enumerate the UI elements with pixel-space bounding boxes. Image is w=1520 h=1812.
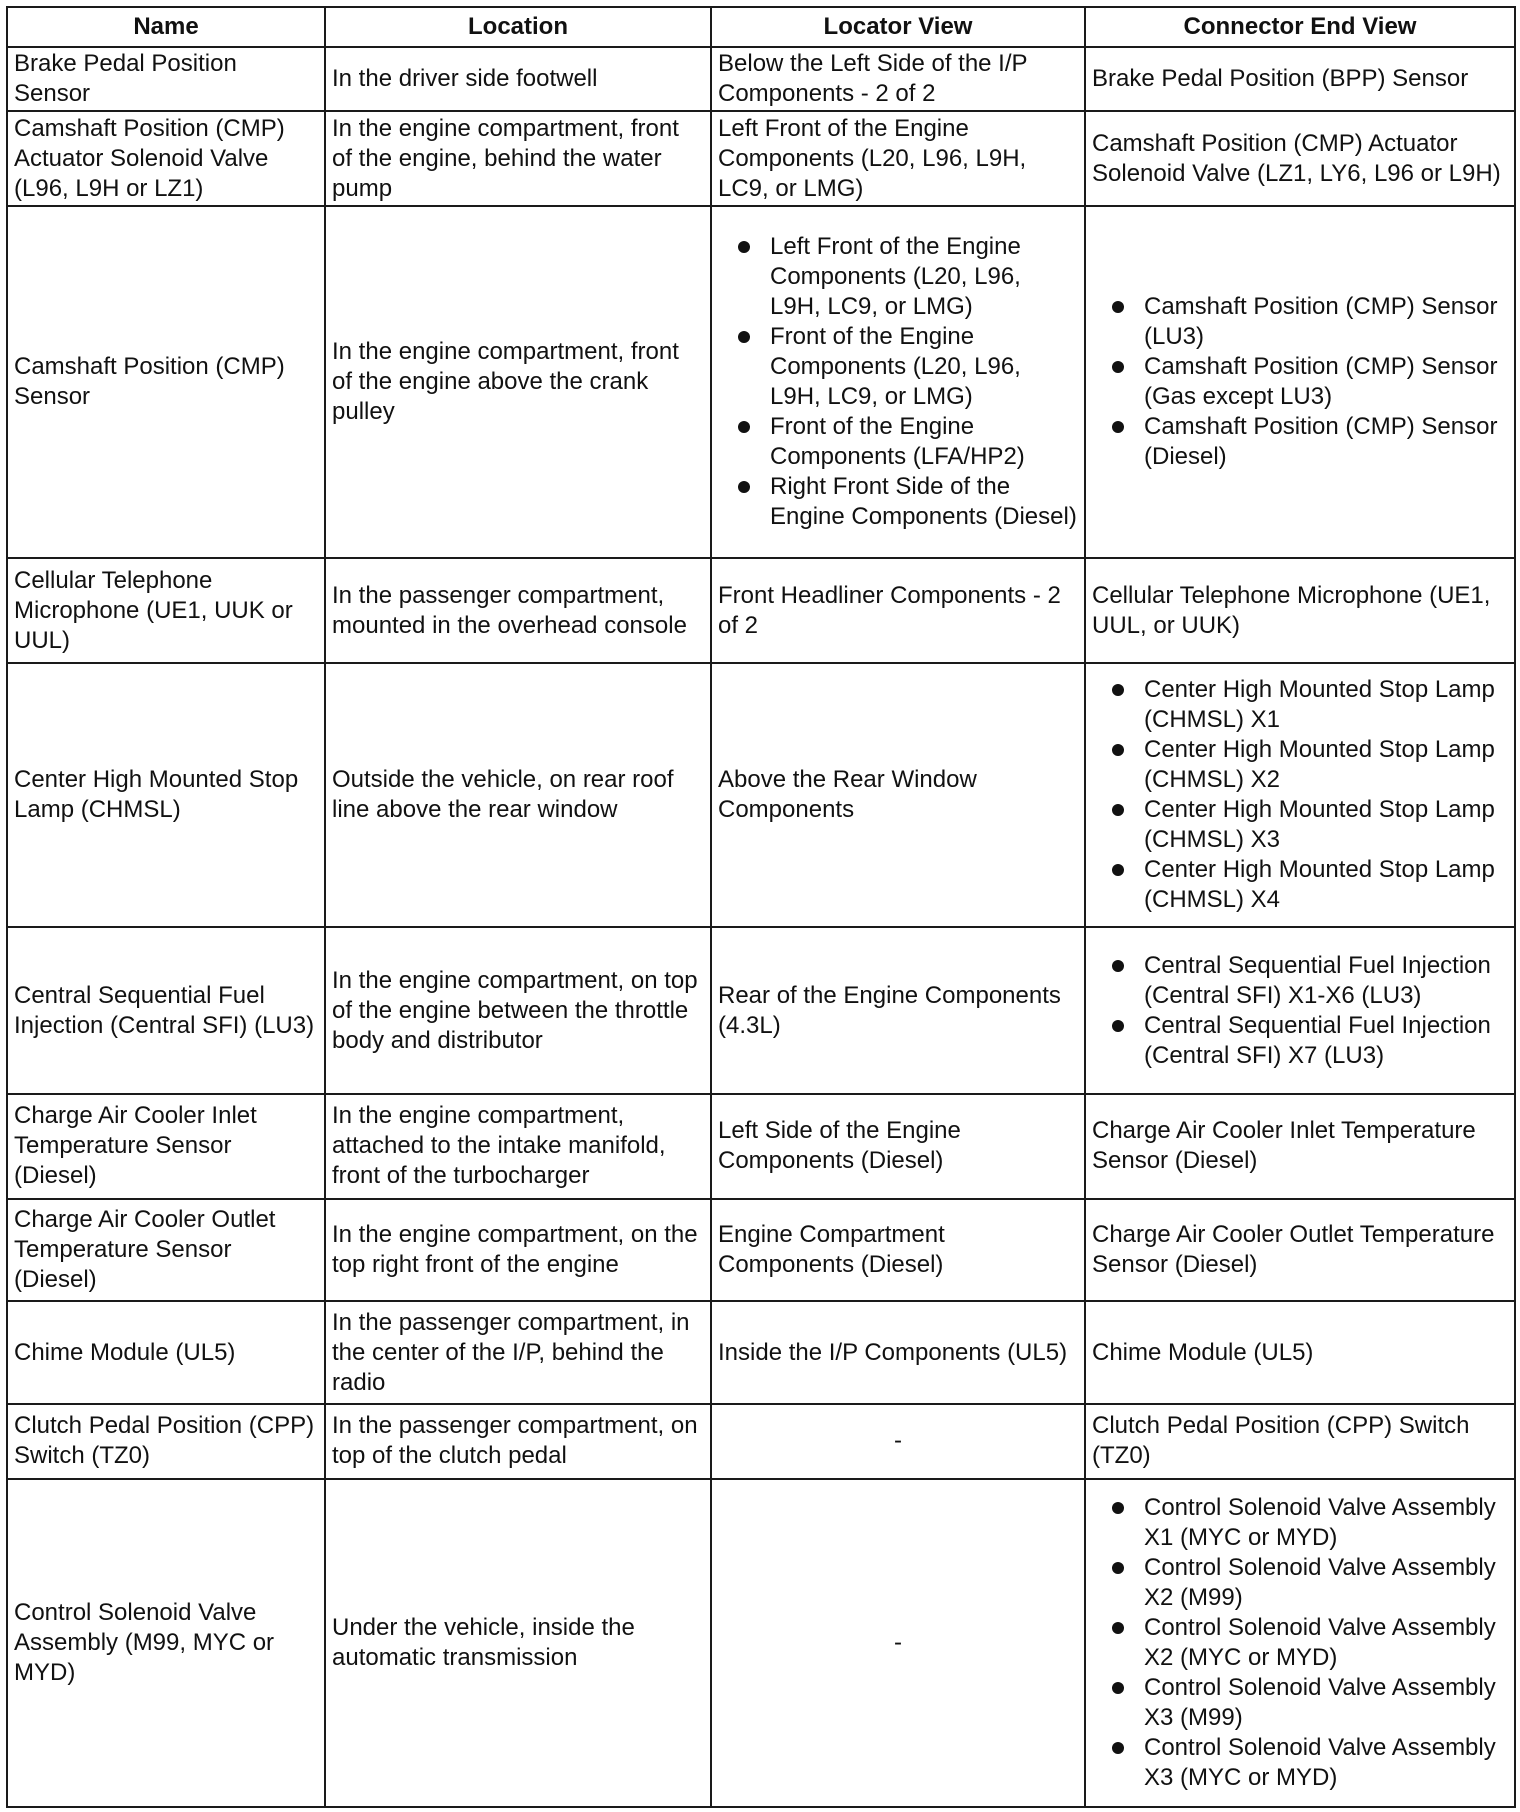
table-row [7,663,1515,927]
list-item: Control Solenoid Valve Assembly X1 (MYC or MYD) [1112,1493,1508,1553]
cell-locator-view: Inside the I/P Components (UL5) [711,1301,1085,1404]
cell-connector-end-view: Charge Air Cooler Inlet Temperature Sensor (Diesel) [1085,1094,1515,1199]
header-locator-view: Locator View [711,7,1085,47]
cell-name: Central Sequential Fuel Injection (Central SFI) (LU3) [7,927,325,1094]
table-row [7,111,1515,206]
cell-location: In the engine compartment, front of the engine, behind the water pump [325,111,711,206]
list-item: Center High Mounted Stop Lamp (CHMSL) X2 [1112,735,1508,795]
list-item: Center High Mounted Stop Lamp (CHMSL) X3 [1112,795,1508,855]
cell-locator-view: Front Headliner Components - 2 of 2 [711,558,1085,663]
cell-name: Camshaft Position (CMP) Actuator Solenoid Valve (L96, L9H or LZ1) [7,111,325,206]
cell-connector-end-view: Camshaft Position (CMP) Actuator Solenoid Valve (LZ1, LY6, L96 or L9H) [1085,111,1515,206]
cell-connector-end-view: Brake Pedal Position (BPP) Sensor [1085,47,1515,111]
header-location: Location [325,7,711,47]
list-item: Camshaft Position (CMP) Sensor (Gas except LU3) [1112,352,1508,412]
component-locator-sheet [6,6,1514,1808]
list-item: Central Sequential Fuel Injection (Central SFI) X1-X6 (LU3) [1112,951,1508,1011]
header-name: Name [7,7,325,47]
cell-locator-view: Engine Compartment Components (Diesel) [711,1199,1085,1302]
list-item: Front of the Engine Components (LFA/HP2) [738,412,1078,472]
cell-location: In the engine compartment, attached to the intake manifold, front of the turbocharger [325,1094,711,1199]
cell-name: Chime Module (UL5) [7,1301,325,1404]
table-row [7,927,1515,1094]
list-item: Front of the Engine Components (L20, L96, L9H, LC9, or LMG) [738,322,1078,412]
list-item: Control Solenoid Valve Assembly X2 (MYC or MYD) [1112,1613,1508,1673]
connector-end-view-list [1092,675,1508,915]
list-item: Camshaft Position (CMP) Sensor (LU3) [1112,292,1508,352]
list-item: Left Front of the Engine Components (L20, L96, L9H, LC9, or LMG) [738,232,1078,322]
list-item: Center High Mounted Stop Lamp (CHMSL) X1 [1112,675,1508,735]
table-row [7,1479,1515,1807]
cell-locator-view: Left Side of the Engine Components (Diesel) [711,1094,1085,1199]
cell-locator-view: Rear of the Engine Components (4.3L) [711,927,1085,1094]
cell-location: In the engine compartment, on the top right front of the engine [325,1199,711,1302]
cell-name: Control Solenoid Valve Assembly (M99, MYC or MYD) [7,1479,325,1807]
connector-end-view-list [1092,951,1508,1071]
cell-locator-view: Above the Rear Window Components [711,663,1085,927]
cell-name: Charge Air Cooler Inlet Temperature Sensor (Diesel) [7,1094,325,1199]
header-row [7,7,1515,47]
cell-location: In the passenger compartment, mounted in the overhead console [325,558,711,663]
cell-locator-view: - [711,1479,1085,1807]
cell-locator-view: Below the Left Side of the I/P Components - 2 of 2 [711,47,1085,111]
list-item: Right Front Side of the Engine Components (Diesel) [738,472,1078,532]
table-row [7,1404,1515,1479]
cell-locator-view: Left Front of the Engine Components (L20, L96, L9H, LC9, or LMG) [711,111,1085,206]
cell-locator-view: - [711,1404,1085,1479]
cell-connector-end-view: Cellular Telephone Microphone (UE1, UUL, or UUK) [1085,558,1515,663]
list-item: Camshaft Position (CMP) Sensor (Diesel) [1112,412,1508,472]
cell-location: In the engine compartment, on top of the engine between the throttle body and distributor [325,927,711,1094]
cell-name: Camshaft Position (CMP) Sensor [7,206,325,558]
cell-name: Charge Air Cooler Outlet Temperature Sensor (Diesel) [7,1199,325,1302]
table-row [7,1094,1515,1199]
cell-connector-end-view [1085,206,1515,558]
cell-connector-end-view: Clutch Pedal Position (CPP) Switch (TZ0) [1085,1404,1515,1479]
cell-name: Brake Pedal Position Sensor [7,47,325,111]
cell-connector-end-view: Chime Module (UL5) [1085,1301,1515,1404]
cell-name: Clutch Pedal Position (CPP) Switch (TZ0) [7,1404,325,1479]
cell-location: In the passenger compartment, in the center of the I/P, behind the radio [325,1301,711,1404]
list-item: Central Sequential Fuel Injection (Central SFI) X7 (LU3) [1112,1011,1508,1071]
cell-location: Under the vehicle, inside the automatic transmission [325,1479,711,1807]
component-locator-table [6,6,1516,1808]
cell-location: In the driver side footwell [325,47,711,111]
list-item: Control Solenoid Valve Assembly X3 (MYC or MYD) [1112,1733,1508,1793]
cell-name: Cellular Telephone Microphone (UE1, UUK or UUL) [7,558,325,663]
connector-end-view-list [1092,1493,1508,1793]
list-item: Control Solenoid Valve Assembly X2 (M99) [1112,1553,1508,1613]
list-item: Control Solenoid Valve Assembly X3 (M99) [1112,1673,1508,1733]
cell-connector-end-view [1085,663,1515,927]
table-row [7,1199,1515,1302]
cell-connector-end-view [1085,927,1515,1094]
table-row [7,206,1515,558]
table-row [7,558,1515,663]
connector-end-view-list [1092,292,1508,472]
cell-name: Center High Mounted Stop Lamp (CHMSL) [7,663,325,927]
cell-location: In the passenger compartment, on top of the clutch pedal [325,1404,711,1479]
table-row [7,1301,1515,1404]
header-connector-end-view: Connector End View [1085,7,1515,47]
cell-connector-end-view: Charge Air Cooler Outlet Temperature Sensor (Diesel) [1085,1199,1515,1302]
locator-view-list [718,232,1078,532]
list-item: Center High Mounted Stop Lamp (CHMSL) X4 [1112,855,1508,915]
cell-locator-view [711,206,1085,558]
cell-location: Outside the vehicle, on rear roof line above the rear window [325,663,711,927]
table-row [7,47,1515,111]
cell-connector-end-view [1085,1479,1515,1807]
cell-location: In the engine compartment, front of the engine above the crank pulley [325,206,711,558]
